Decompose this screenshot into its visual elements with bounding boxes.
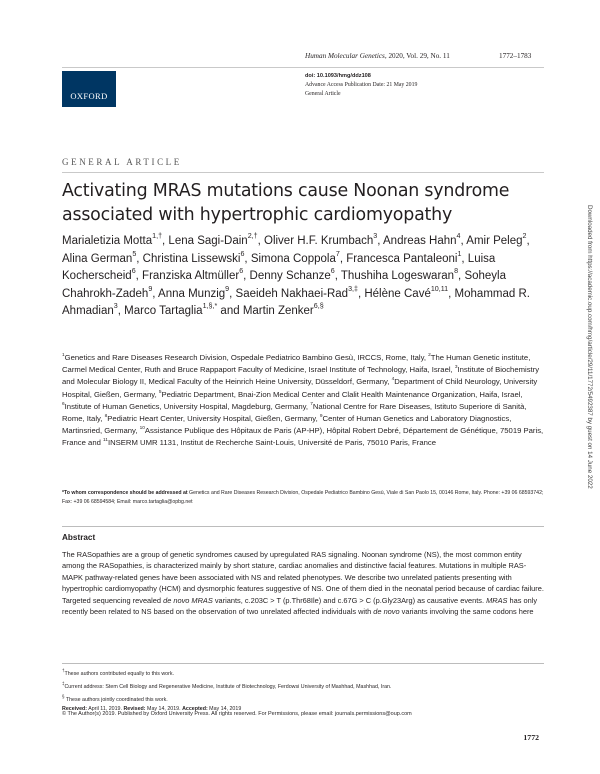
page-number: 1772 — [523, 733, 539, 742]
author-name: Simona Coppola — [250, 252, 336, 265]
author-affiliation-marker: 6 — [240, 249, 245, 258]
advance-access-date: Advance Access Publication Date: 21 May 2019 — [305, 82, 418, 88]
author-name: Marialetizia Motta — [62, 235, 153, 247]
author-name: Mohammad R. Ahmadian — [62, 287, 530, 317]
author-name: Hélène Cavé — [364, 287, 431, 300]
footnotes — [62, 666, 544, 714]
abstract-italic-run: MRAS — [486, 595, 508, 605]
abstract-divider — [62, 526, 544, 527]
correspondence-label: *To whom correspondence should be addressed at — [62, 490, 188, 496]
affiliation-marker: 3 — [454, 365, 458, 371]
journal-name: Human Molecular Genetics, — [305, 52, 387, 60]
journal-issue: 2020, Vol. 29, No. 11 — [388, 52, 450, 60]
journal-pages: 1772–1783 — [499, 52, 532, 60]
article-dates: Received: April 11, 2019. Revised: May 14, 2019. Accepted: May 14, 2019 — [62, 706, 242, 713]
affiliation-marker: 7 — [310, 401, 313, 407]
author-name: Marco Tartaglia — [124, 305, 203, 317]
affiliation-marker: 9 — [319, 413, 323, 419]
author-name: Martin Zenker — [242, 305, 314, 317]
author-affiliation-marker: 9 — [148, 284, 153, 293]
author-name: Andreas Hahn — [383, 235, 457, 247]
footnote-divider — [62, 663, 544, 664]
author-affiliation-marker: 10,11 — [430, 284, 449, 293]
article-category: General Article — [305, 91, 341, 97]
author-affiliation-marker: 3 — [373, 232, 378, 241]
affiliation-marker: 8 — [104, 413, 108, 419]
affiliation-text: Assistance Publique des Hôpitaux de Paris (AP-HP), Hôpital Robert Debré, Département de Génétique, 75019 Paris, France and — [62, 426, 544, 448]
affiliation-marker: 6 — [62, 401, 65, 407]
affiliation-marker: 11 — [103, 438, 108, 444]
abstract-run: variants, c.203C > T (p.Thr68Ile) and c.67G > C (p.Gly23Arg) as causative events. — [212, 595, 487, 605]
author-affiliation-marker: 8 — [454, 267, 459, 276]
affiliation-text: The Human Genetic institute, Carmel Medical Center, Ruth and Bruce Rappaport Faculty of Medicine, Israel Institute of Technology, Haifa, Israel, — [62, 353, 531, 375]
author-name: Francesca Pantaleoni — [346, 252, 458, 265]
affiliation-marker: 4 — [391, 377, 395, 383]
author-name: Soheyla Chahrokh-Zadeh — [62, 270, 506, 300]
abstract-heading: Abstract — [62, 533, 96, 542]
affiliation-text: Pediatric Department, Bnai-Zion Medical Center and Clalit Health Maintenance Organization, Haifa, Israel, — [161, 389, 523, 399]
author-affiliation-marker: 6 — [239, 267, 244, 276]
abstract-text — [62, 549, 544, 617]
author-affiliation-marker: 2 — [522, 232, 527, 241]
author-affiliation-marker: 9 — [225, 284, 230, 293]
author-name: Amir Peleg — [466, 235, 523, 247]
author-affiliation-marker: 2,† — [247, 232, 258, 241]
affiliation-marker: 10 — [139, 426, 145, 432]
author-name: Oliver H.F. Krumbach — [264, 235, 374, 247]
article-title: Activating MRAS mutations cause Noonan syndrome associated with hypertrophic cardiomyopathy — [62, 181, 510, 225]
author-affiliation-marker: 3 — [113, 302, 118, 311]
affiliations — [62, 352, 544, 450]
oxford-logo[interactable] — [62, 71, 116, 107]
author-name: Anna Munzig — [158, 287, 226, 300]
affiliation-text: Center of Human Genetics and Laboratory Diagnostics, Martinsried, Germany, — [62, 414, 512, 436]
author-affiliation-marker: 6 — [330, 267, 335, 276]
affiliation-text: Institute of Biochemistry and Molecular Biology II, Medical Faculty of the Heinrich Heine University, Düsseldorf, Germany, — [62, 365, 540, 387]
journal-citation — [305, 52, 532, 60]
footnote-joint-coordination: § These authors jointly coordinated this work. — [62, 694, 168, 703]
abstract-italic-run: de novo — [373, 607, 400, 617]
author-affiliation-marker: 7 — [335, 249, 340, 258]
abstract-italic-run: de novo MRAS — [163, 595, 213, 605]
author-name: Christina Lissewski — [142, 252, 241, 265]
author-name: Luisa Kocherscheid — [62, 252, 496, 282]
download-watermark: Downloaded from https://academic.oup.com/hmg/article/29/11/1772/5492387 by guest on 14 June 2022 — [586, 205, 593, 489]
header-divider — [62, 67, 544, 68]
affiliation-text: INSERM UMR 1131, Institut de Recherche Saint-Louis, Université de Paris, 75010 Paris, France — [107, 438, 436, 448]
author-affiliation-marker: 5 — [132, 249, 137, 258]
affiliation-marker: 1 — [62, 352, 65, 358]
footnote-current-address: ‡Current address: Stem Cell Biology and Regenerative Medicine, Institute of Biotechnology, Ferdowsi University of Mashhad, Mashhad, Iran. — [62, 681, 392, 690]
affiliation-text: Genetics and Rare Diseases Research Division, Ospedale Pediatrico Bambino Gesù, IRCCS, Rome, Italy, — [64, 353, 429, 362]
correspondence — [62, 489, 544, 507]
affiliation-text: National Centre for Rare Diseases, Istituto Superiore di Sanità, Rome, Italy, — [62, 401, 527, 424]
author-name: Alina German — [62, 252, 133, 265]
title-divider — [62, 172, 544, 173]
abstract-run: variants involving the same codons here — [399, 607, 534, 617]
affiliation-text: Pediatric Heart Center, University Hospital, Gießen, Germany, — [107, 414, 320, 424]
author-name: Saeideh Nakhaei-Rad — [235, 287, 349, 300]
copyright-notice: © The Author(s) 2019. Published by Oxford University Press. All rights reserved. For Permissions, please email: journals.permissions@oup.com — [62, 711, 412, 717]
author-name: Denny Schanze — [249, 270, 331, 282]
affiliation-text: Institute of Human Genetics, University Hospital, Magdeburg, Germany, — [64, 401, 311, 411]
author-affiliation-marker: 1 — [457, 249, 462, 258]
author-affiliation-marker: 4 — [456, 232, 461, 241]
author-list: Marialetizia Motta$^{1,\dagger}$, Lena Sagi-Dain$^{2,\dagger}$, Oliver H.F. Krumbach$^3$, Andreas Hahn$^4$, Amir Peleg$^2$, Alina German$^5$, Christina Lissewski$^6$, Simona Coppola$^7$, Francesca Pantaleoni$^1$, Luisa Kocherscheid$^6$, Franziska Altmüller$^6$, Denny Schanze$^6$, Thushiha Logeswaran$^8$, Soheyla Chahrokh-Zadeh$^9$, Anna Munzig$^9$, Saeideh Nakhaei-Rad$^{3,\ddagger}$, Hélène Cavé$^{10,11}$, Mohammad R. Ahmadian$^3$, Marco Tartaglia$^{1,\S,*}$ and Martin Zenker$^{6,\S}$ — [62, 232, 530, 317]
footnote-equal-contribution: †These authors contributed equally to this work. — [62, 668, 174, 677]
author-affiliation-marker: 6,§ — [313, 302, 324, 311]
oxford-logo-text: OXFORD — [70, 91, 108, 101]
abstract-run: has only recently been related to NS based on the observation of two unrelated affected individuals with — [62, 595, 538, 617]
author-name: Franziska Altmüller — [142, 270, 240, 282]
article-type: GENERAL ARTICLE — [62, 157, 182, 167]
author-affiliation-marker: 6 — [131, 267, 136, 276]
abstract-run: The RASopathies are a group of genetic syndromes caused by upregulated RAS signaling. Noonan syndrome (NS), the most common entity among the RASopathies, is characterized mainly by short stature, cardiac anomalies and distinctive facial features. Mutations in multiple RAS-MAPK pathway-related genes have been associated with NS and related phenotypes. We describe two unrelated patients presenting with hypertrophic cardiomyopathy (HCM) and dysmorphic features suggestive of NS. One of them died in the neonatal period because of cardiac failure. Targeted sequencing revealed — [62, 550, 544, 605]
author-name: Lena Sagi-Dain — [168, 235, 248, 247]
author-affiliation-marker: 1,† — [152, 232, 163, 241]
author-affiliation-marker: 3,‡ — [348, 284, 358, 293]
affiliation-text: Department of Child Neurology, University Hospital, Gießen, Germany, — [62, 377, 538, 399]
affiliation-marker: 5 — [158, 389, 162, 395]
doi[interactable]: doi: 10.1093/hmg/ddz108 — [305, 73, 371, 79]
author-affiliation-marker: 1,§,* — [202, 302, 218, 311]
affiliation-marker: 2 — [428, 352, 431, 358]
author-name: Thushiha Logeswaran — [340, 270, 455, 282]
correspondence-text: Genetics and Rare Diseases Research Division, Ospedale Pediatrico Bambino Gesù, Viale di San Paolo 15, 00146 Rome, Italy. Phone: +39 06 68593742; Fax: +39 06 68594584; Email: marco.tartaglia@opbg.net — [62, 490, 544, 506]
